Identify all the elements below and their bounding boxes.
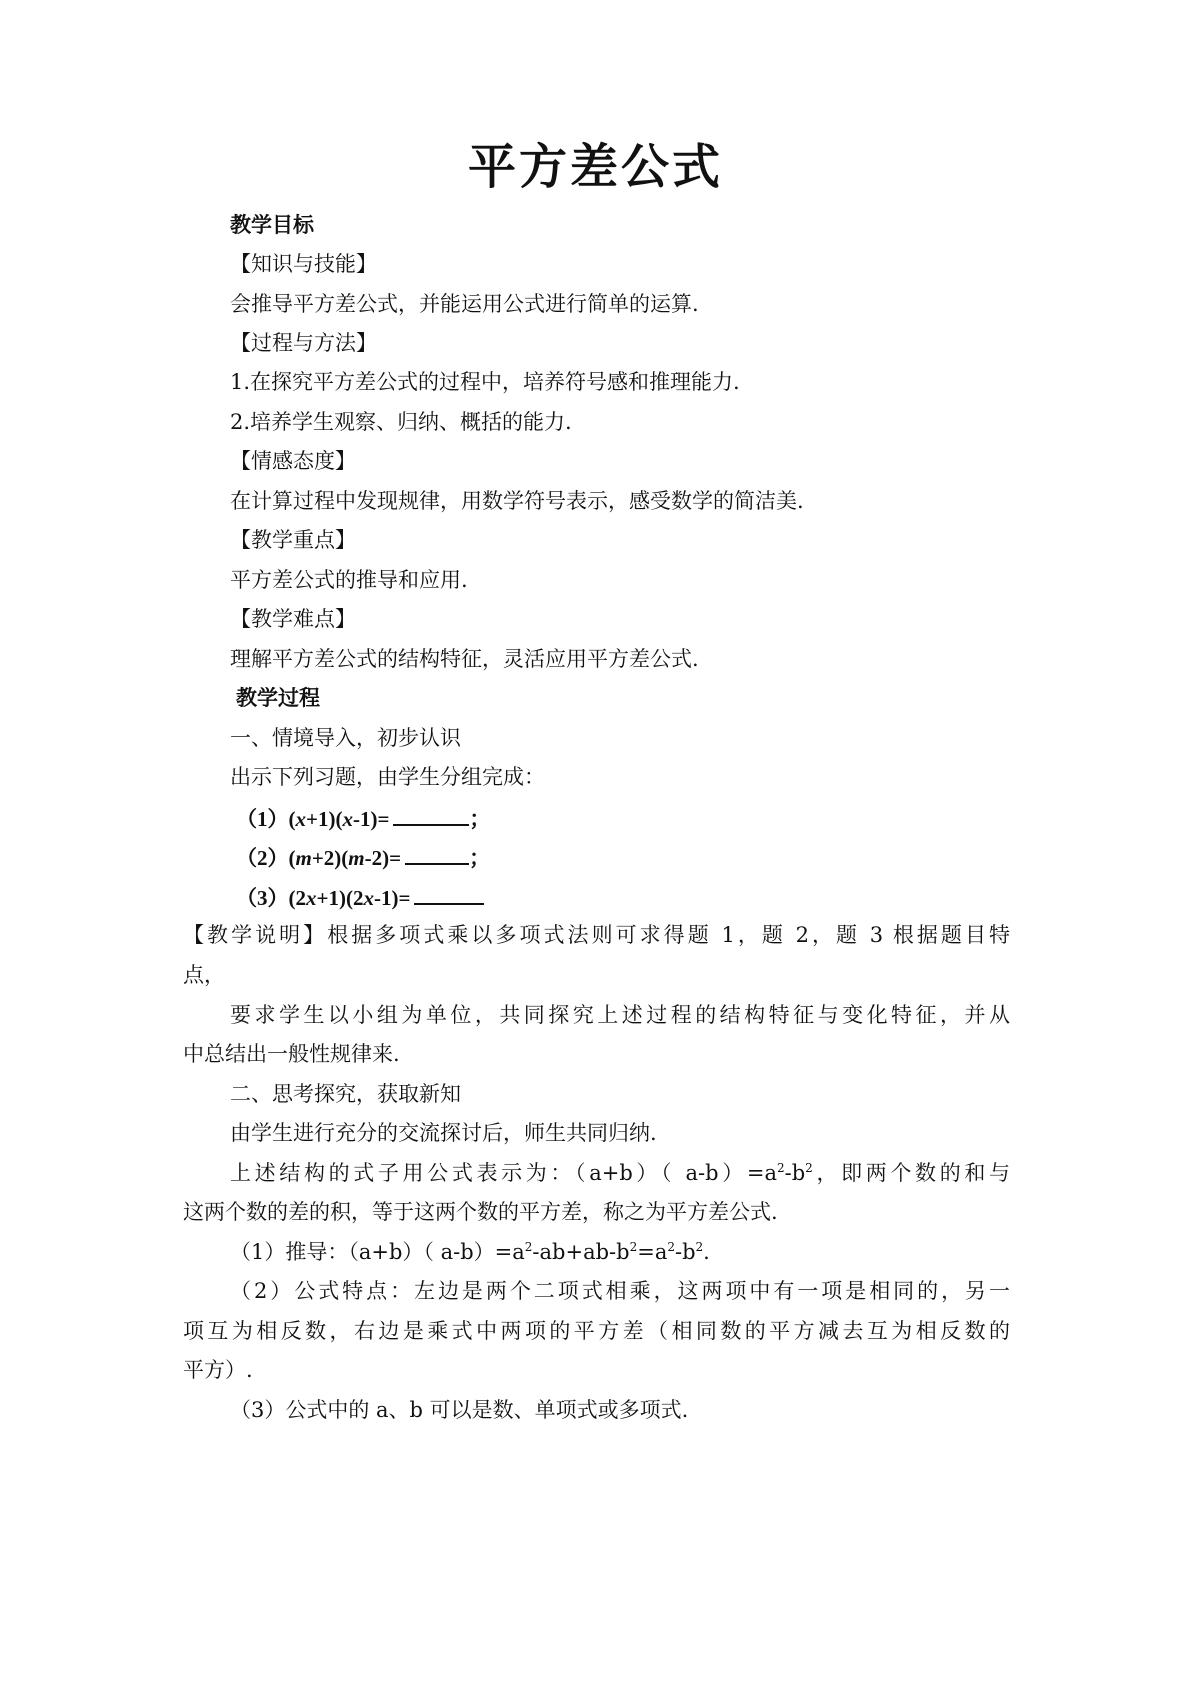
section2-text: 由学生进行充分的交流探讨后，师生共同归纳. <box>230 1121 657 1145</box>
answer-blank[interactable] <box>405 841 469 865</box>
formula-line-1 <box>183 1158 1010 1188</box>
superscript: 2 <box>524 1240 533 1254</box>
superscript: 2 <box>776 1161 785 1175</box>
goals-heading: 教学目标 <box>230 212 314 237</box>
requirement-line-2: 中总结出一般性规律来. <box>183 1042 400 1066</box>
derivation-text: -ab+ab-b <box>532 1240 630 1264</box>
exercise-expr-part: -2)= <box>364 846 402 870</box>
teaching-note <box>183 920 1010 950</box>
teaching-note-line-2: 点， <box>183 963 225 987</box>
key-point-label: 【教学重点】 <box>230 528 356 552</box>
exercise-end: ； <box>469 846 491 870</box>
derivation-text: =a <box>637 1240 668 1264</box>
feature-line-2: 项互为相反数，右边是乘式中两项的平方差（相同数的平方减去互为相反数的 <box>183 1319 1010 1343</box>
exercise-variable: x <box>306 886 317 910</box>
superscript: 2 <box>695 1240 704 1254</box>
exercise-number: （3） <box>236 886 289 910</box>
exercise-variable: x <box>363 886 374 910</box>
requirement-line-1: 要求学生以小组为单位，共同探究上述过程的结构特征与变化特征，并从 <box>230 1003 1010 1027</box>
teaching-note-label: 【教学说明】 <box>183 923 328 947</box>
superscript: 2 <box>629 1240 638 1254</box>
emotion-text: 在计算过程中发现规律，用数学符号表示，感受数学的简洁美. <box>230 489 804 513</box>
derivation-line <box>230 1237 710 1267</box>
knowledge-text: 会推导平方差公式，并能运用公式进行简单的运算. <box>230 292 699 316</box>
exercise-number: （1） <box>236 807 289 831</box>
formula-text: -b <box>784 1161 806 1185</box>
exercise-1 <box>236 802 490 834</box>
key-point-text: 平方差公式的推导和应用. <box>230 568 468 592</box>
exercise-variable: x <box>342 807 353 831</box>
difficulty-label: 【教学难点】 <box>230 607 356 631</box>
exercise-3 <box>236 881 484 913</box>
formula-line-2: 这两个数的差的积，等于这两个数的平方差，称之为平方差公式. <box>183 1200 778 1224</box>
exercise-variable: m <box>295 846 312 870</box>
formula-paragraph <box>183 1158 1010 1188</box>
superscript: 2 <box>805 1161 813 1175</box>
section1-title: 一、情境导入，初步认识 <box>230 726 461 750</box>
teaching-note-text: 根据多项式乘以多项式法则可求得题 1，题 2，题 3 根据题目特 <box>327 923 1010 947</box>
exercise-expr-part: -1)= <box>352 807 390 831</box>
page-title: 平方差公式 <box>467 139 723 195</box>
formula-text: ，即两个数的和与 <box>812 1161 1010 1185</box>
derivation-text: . <box>703 1240 710 1264</box>
exercise-expr-part: ( <box>288 846 296 870</box>
exercise-variable: x <box>295 807 306 831</box>
feature-line-3: 平方）. <box>183 1358 253 1382</box>
exercise-expr-part: ( <box>288 807 296 831</box>
section2-title: 二、思考探究，获取新知 <box>230 1082 461 1106</box>
feature-paragraph <box>183 1276 1010 1306</box>
process-item-1: 1.在探究平方差公式的过程中，培养符号感和推理能力. <box>230 370 740 394</box>
exercise-expr-part: +2)( <box>311 846 349 870</box>
answer-blank[interactable] <box>393 802 469 826</box>
exercise-expr-part: +1)(2 <box>316 886 364 910</box>
exercise-variable: m <box>348 846 365 870</box>
exercise-2 <box>236 841 490 873</box>
superscript: 2 <box>667 1240 675 1254</box>
section1-intro: 出示下列习题，由学生分组完成： <box>230 765 545 789</box>
derivation-text: （1）推导：（a+b）（ a-b）=a <box>230 1240 525 1264</box>
process-method-label: 【过程与方法】 <box>230 331 377 355</box>
process-item-2: 2.培养学生观察、归纳、概括的能力. <box>230 410 572 434</box>
derivation-text: -b <box>674 1240 696 1264</box>
item3-text: （3）公式中的 a、b 可以是数、单项式或多项式. <box>230 1398 689 1422</box>
feature-paragraph-2 <box>183 1316 1010 1346</box>
teaching-note-line-1 <box>183 920 1010 950</box>
process-heading: 教学过程 <box>236 685 320 710</box>
formula-text: 上述结构的式子用公式表示为：（a+b）（ a-b）=a <box>230 1161 777 1185</box>
emotion-label: 【情感态度】 <box>230 449 356 473</box>
exercise-number: （2） <box>236 846 289 870</box>
knowledge-label: 【知识与技能】 <box>230 252 377 276</box>
exercise-expr-part: (2 <box>288 886 306 910</box>
exercise-end: ； <box>469 807 491 831</box>
exercise-expr-part: +1)( <box>306 807 343 831</box>
answer-blank[interactable] <box>414 881 484 905</box>
requirement-paragraph <box>183 1000 1010 1030</box>
difficulty-text: 理解平方差公式的结构特征，灵活应用平方差公式. <box>230 647 699 671</box>
exercise-expr-part: -1)= <box>373 886 411 910</box>
feature-line-1: （2）公式特点：左边是两个二项式相乘，这两项中有一项是相同的，另一 <box>230 1279 1010 1303</box>
